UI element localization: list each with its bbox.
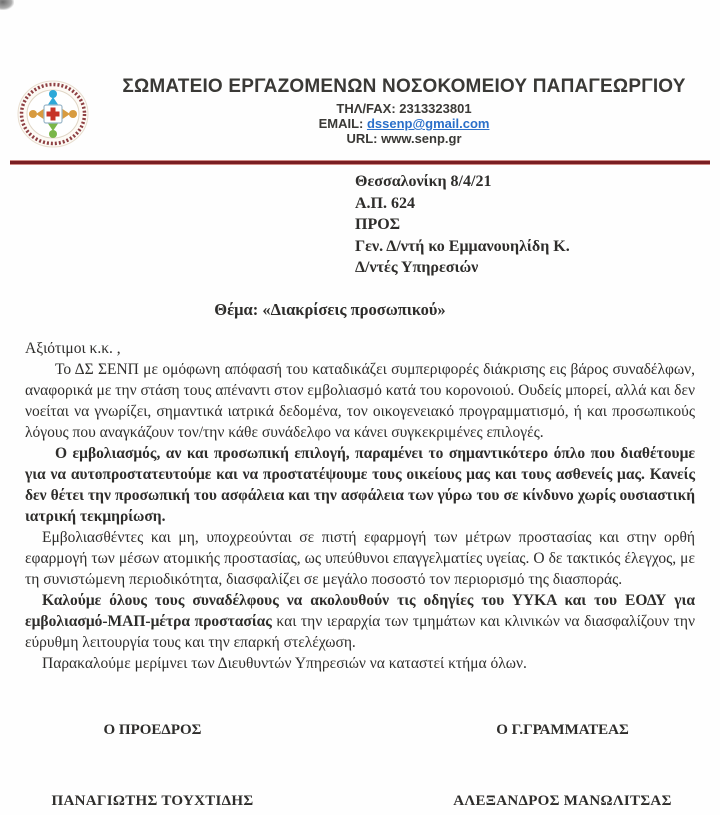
email-label: EMAIL: <box>318 116 367 131</box>
recipient-line: Γεν. Δ/ντή κο Εμμανουηλίδη Κ. <box>355 237 570 255</box>
paragraph-vaccination: Ο εμβολιασμός, αν και προσωπική επιλογή, παραμένει το σημαντικότερο όπλο που διαθέτουμε για να αυτοπροστατευτούμε και να προστατέψουμε τους οικείους μας και τους ασθενείς μας. Κανείς δεν θέτει την προσωπική του ασφάλεια και την ασφάλεια των γύρω του σε κίνδυνο χωρίς ουσιαστική ιατρική τεκμηρίωση. <box>25 444 695 525</box>
protocol-number: Α.Π. 624 <box>355 194 415 212</box>
letterhead-text <box>102 76 706 146</box>
union-logo <box>16 76 102 155</box>
union-emblem-icon <box>16 78 90 150</box>
phone-line: ΤΗΛ/FAX: 2313323801 <box>336 101 472 116</box>
email-link[interactable]: dssenp@gmail.com <box>366 116 490 131</box>
recipient-line: Δ/ντές Υπηρεσιών <box>355 259 479 276</box>
paragraph-call-rest: και την ιεραρχία των τμημάτων και κλινικών να διασφαλίζουν την εύρυθμη λειτουργία τους και την επαρκή στελέχωση. <box>25 612 695 651</box>
email-line <box>102 116 706 131</box>
letter-body <box>25 338 695 674</box>
org-name: ΣΩΜΑΤΕΙΟ ΕΡΓΑΖΟΜΕΝΩΝ ΝΟΣΟΚΟΜΕΙΟΥ ΠΑΠΑΓΕΩΡΓΙΟΥ <box>122 76 686 97</box>
paragraph-closing: Παρακαλούμε μερίμνει των Διευθυντών Υπηρεσιών να καταστεί κτήμα όλων. <box>42 654 527 672</box>
paragraph-measures: Εμβολιασθέντες και μη, υποχρεούνται σε πιστή εφαρμογή των μέτρων προστασίας και στην ορθή εφαρμογή των μέσων ατομικής προστασίας, ως υπεύθυνοι επαγγελματίες υγείας. Ο δε τακτικός έλεγχος, με τη συνιστώμενη περιοδικότητα, διασφαλίζει σε μεγάλο ποσοστό τον περιορισμό της διασποράς. <box>25 528 695 588</box>
meta-block <box>355 171 720 279</box>
signature-president <box>0 722 360 810</box>
president-name: ΠΑΝΑΓΙΩΤΗΣ ΤΟΥΧΤΙΔΗΣ <box>51 792 254 809</box>
letterhead <box>0 0 720 155</box>
secretary-title: Ο Γ.ΓΡΑΜΜΑΤΕΑΣ <box>496 721 629 738</box>
subject-line: Θέμα: «Διακρίσεις προσωπικού» <box>214 299 446 319</box>
paragraph-call-bold: Καλούμε όλους τους συναδέλφους να ακολουθούν τις οδηγίες του ΥΥΚΑ και του ΕΟΔΥ για εμβολιασμό-ΜΑΠ-μέτρα προστασίας <box>25 591 695 630</box>
to-label: ΠΡΟΣ <box>355 216 401 233</box>
paragraph-call <box>25 590 695 653</box>
salutation: Αξιότιμοι κ.κ. , <box>25 339 121 357</box>
secretary-name: ΑΛΕΞΑΝΔΡΟΣ ΜΑΝΩΛΙΤΣΑΣ <box>453 792 672 809</box>
red-cross-icon <box>44 105 62 123</box>
signature-secretary <box>360 722 720 810</box>
header-divider <box>10 160 710 165</box>
url-line: URL: www.senp.gr <box>346 131 462 146</box>
paragraph-intro: Το ΔΣ ΣΕΝΠ με ομόφωνη απόφασή του καταδικάζει συμπεριφορές διάκρισης εις βάρος συναδέλφων, αναφορικά με την στάση τους απέναντι στον εμβολιασμό κατά του κορονοιού. Ουδείς μπορεί, αλλά και δεν νοείται να γνωρίζει, σημαντικά ιατρικά δεδομένα, τον οικογενειακό προγραμματισμό, ή και προσωπικούς λόγους που αναγκάζουν τον/την κάθε συνάδελφο να κάνει συγκεκριμένες επιλογές. <box>25 360 695 441</box>
president-title: Ο ΠΡΟΕΔΡΟΣ <box>103 721 202 738</box>
scan-artifact <box>0 0 14 10</box>
city-date: Θεσσαλονίκη 8/4/21 <box>355 173 492 190</box>
signature-block <box>0 722 720 810</box>
